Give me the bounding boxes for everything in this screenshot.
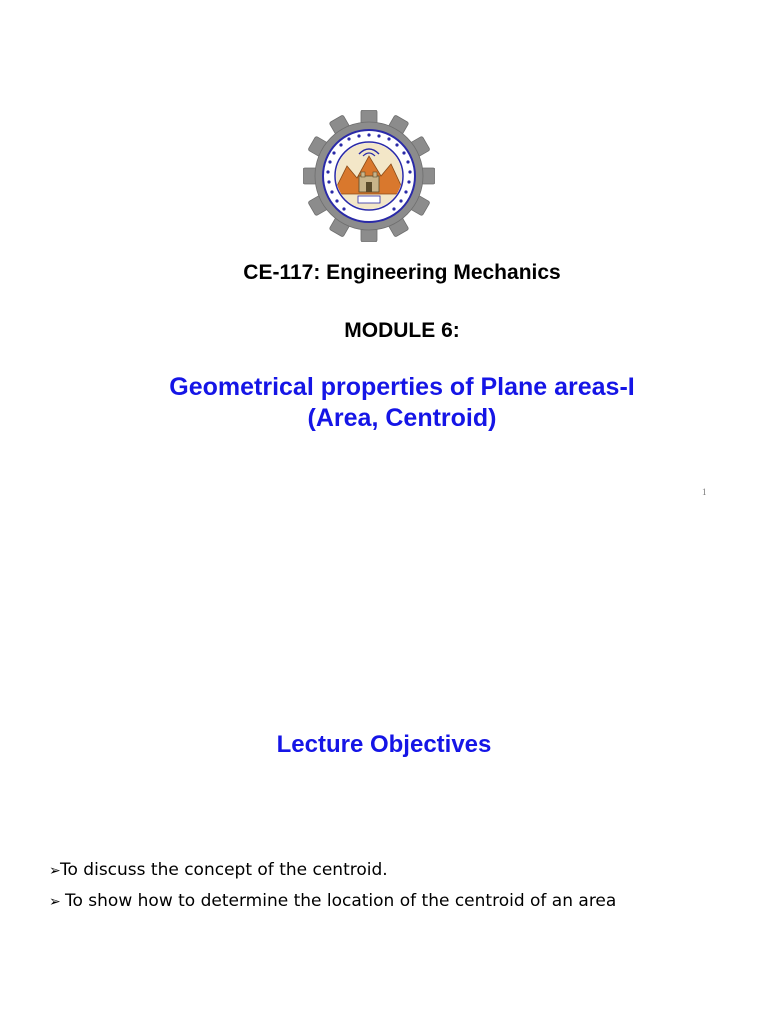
topic-title-line-2: (Area, Centroid)	[307, 404, 497, 432]
module-label: MODULE 6:	[344, 319, 460, 342]
bullet-text: To show how to determine the location of the centroid of an area	[65, 891, 617, 911]
list-item	[49, 855, 616, 886]
topic-title	[0, 372, 768, 434]
list-item	[49, 886, 616, 917]
university-gear-seal-icon	[303, 110, 435, 242]
page-number: 1	[702, 487, 707, 497]
topic-title-line-1: Geometrical properties of Plane areas-I	[169, 373, 635, 401]
bullet-text: To discuss the concept of the centroid.	[60, 860, 388, 880]
course-title: CE-117: Engineering Mechanics	[243, 261, 561, 284]
objectives-heading: Lecture Objectives	[276, 731, 492, 758]
arrow-bullet-icon: ➢	[49, 894, 61, 910]
objectives-list	[49, 855, 616, 917]
arrow-bullet-icon: ➢	[49, 863, 61, 879]
